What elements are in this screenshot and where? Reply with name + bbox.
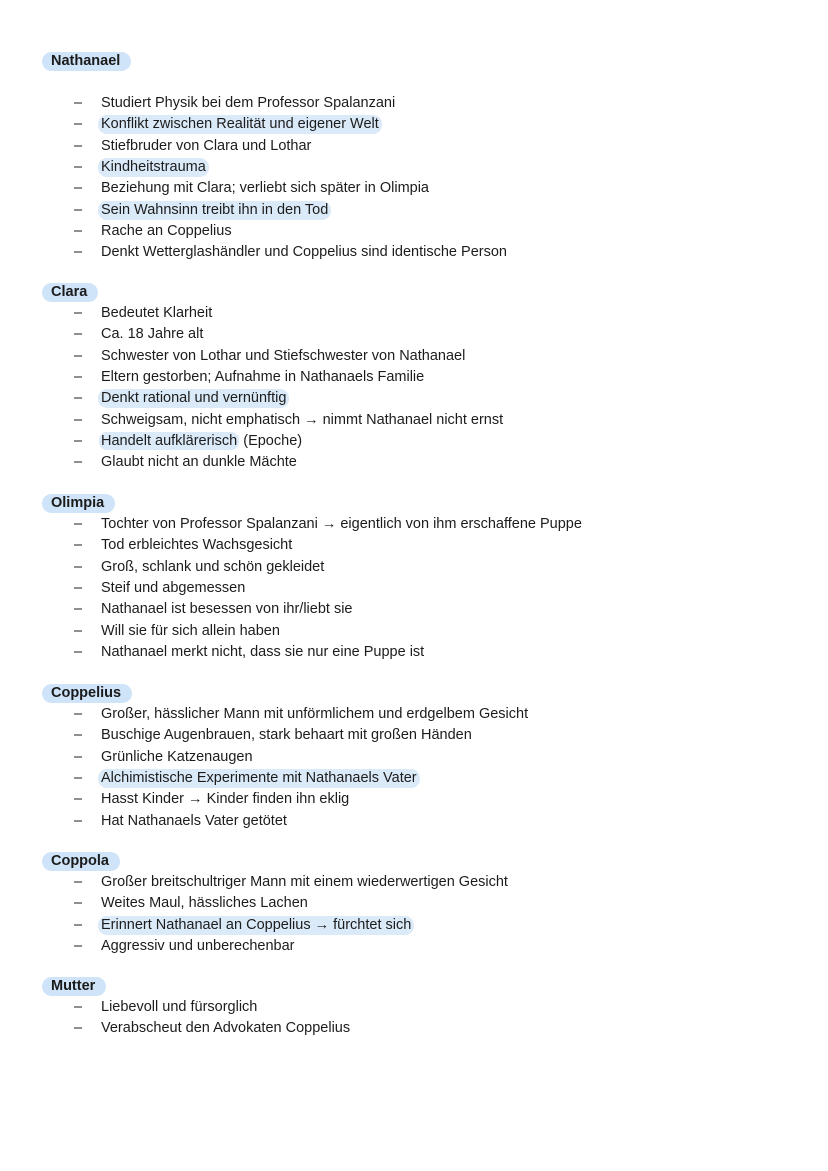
dash-bullet-icon: –: [74, 895, 83, 912]
item-text: Grünliche Katzenaugen: [101, 748, 253, 765]
list-item: [0, 535, 828, 556]
item-text: Aggressiv und unberechenbar: [101, 937, 295, 954]
list-item: [0, 346, 828, 367]
item-text: Nathanael ist besessen von ihr/liebt sie: [101, 601, 353, 618]
item-text-highlighted: Konflikt zwischen Realität und eigener Welt: [98, 115, 382, 134]
dash-bullet-icon: –: [74, 1020, 83, 1037]
dash-bullet-icon: –: [74, 874, 83, 890]
item-text: Schwester von Lothar und Stiefschwester von Nathanael: [101, 347, 466, 364]
dash-bullet-icon: –: [74, 937, 83, 954]
list-item: [0, 557, 828, 578]
list-item: [0, 621, 828, 642]
list-item: [0, 410, 828, 431]
dash-bullet-icon: –: [74, 643, 83, 660]
list-item: [0, 221, 828, 242]
list-item: [0, 514, 828, 535]
dash-bullet-icon: –: [74, 706, 83, 722]
list-item: [0, 768, 828, 789]
dash-bullet-icon: –: [74, 411, 83, 428]
dash-bullet-icon: –: [74, 137, 83, 154]
list-item: [0, 872, 828, 893]
dash-bullet-icon: –: [74, 622, 83, 639]
dash-bullet-icon: –: [74, 812, 83, 829]
list-item: [0, 997, 828, 1018]
item-text: Buschige Augenbrauen, stark behaart mit großen Händen: [101, 727, 472, 744]
item-text-suffix: (Epoche): [239, 432, 303, 449]
list-item: [0, 642, 828, 663]
item-text: Großer breitschultriger Mann mit einem wiederwertigen Gesicht: [101, 874, 508, 890]
list-item: [0, 178, 828, 199]
dash-bullet-icon: –: [74, 791, 83, 808]
dash-bullet-icon: –: [74, 558, 83, 575]
item-text-highlighted: Alchimistische Experimente mit Nathanaels Vater: [98, 769, 420, 788]
dash-bullet-icon: –: [74, 116, 83, 133]
item-text: Tochter von Professor Spalanzani → eigentlich von ihm erschaffene Puppe: [101, 516, 582, 532]
dash-bullet-icon: –: [74, 748, 83, 765]
item-text: Will sie für sich allein haben: [101, 622, 280, 639]
section-heading: Nathanael: [42, 52, 131, 71]
item-text: Glaubt nicht an dunkle Mächte: [101, 454, 297, 471]
item-text: Groß, schlank und schön gekleidet: [101, 558, 325, 575]
list-item: [0, 303, 828, 324]
item-text: Schweigsam, nicht emphatisch → nimmt Nathanael nicht ernst: [101, 411, 504, 428]
dash-bullet-icon: –: [74, 244, 83, 261]
dash-bullet-icon: –: [74, 222, 83, 239]
list-item: [0, 893, 828, 914]
item-text: Ca. 18 Jahre alt: [101, 326, 204, 343]
item-text-highlighted: Handelt aufklärerisch: [101, 432, 238, 449]
section-heading: Clara: [42, 283, 98, 302]
list-item: [0, 324, 828, 345]
list-item: [0, 114, 828, 135]
list-item: [0, 93, 828, 114]
dash-bullet-icon: –: [74, 326, 83, 343]
item-text: Weites Maul, hässliches Lachen: [101, 895, 308, 912]
list-item: [0, 452, 828, 473]
list-item: [0, 811, 828, 832]
dash-bullet-icon: –: [74, 727, 83, 744]
item-text: Hasst Kinder → Kinder finden ihn eklig: [101, 791, 350, 808]
item-text: Großer, hässlicher Mann mit unförmlichem und erdgelbem Gesicht: [101, 706, 529, 722]
item-text: Tod erbleichtes Wachsgesicht: [101, 537, 293, 554]
dash-bullet-icon: –: [74, 769, 83, 786]
item-text: Stiefbruder von Clara und Lothar: [101, 137, 312, 154]
list-item: [0, 599, 828, 620]
item-text: Eltern gestorben; Aufnahme in Nathanaels Familie: [101, 368, 425, 385]
item-text-highlighted: Erinnert Nathanael an Coppelius → fürchtet sich: [98, 916, 414, 935]
item-text: Liebevoll und fürsorglich: [101, 999, 258, 1015]
section-heading: Mutter: [42, 977, 106, 996]
dash-bullet-icon: –: [74, 454, 83, 471]
item-text-partial: [98, 432, 305, 451]
list-item: [0, 704, 828, 725]
list-item: [0, 431, 828, 452]
item-text: Hat Nathanaels Vater getötet: [101, 812, 287, 829]
dash-bullet-icon: –: [74, 999, 83, 1015]
item-text: Steif und abgemessen: [101, 579, 246, 596]
list-item: [0, 936, 828, 957]
list-item: [0, 747, 828, 768]
item-text: Studiert Physik bei dem Professor Spalanzani: [101, 95, 396, 111]
dash-bullet-icon: –: [74, 368, 83, 385]
dash-bullet-icon: –: [74, 201, 83, 218]
list-item: [0, 388, 828, 409]
dash-bullet-icon: –: [74, 95, 83, 111]
dash-bullet-icon: –: [74, 305, 83, 321]
list-item: [0, 136, 828, 157]
item-text: Denkt Wetterglashändler und Coppelius sind identische Person: [101, 244, 507, 261]
item-text-highlighted: Kindheitstrauma: [98, 158, 209, 177]
item-text: Nathanael merkt nicht, dass sie nur eine Puppe ist: [101, 643, 425, 660]
dash-bullet-icon: –: [74, 347, 83, 364]
dash-bullet-icon: –: [74, 180, 83, 197]
item-text-highlighted: Sein Wahnsinn treibt ihn in den Tod: [98, 201, 331, 220]
dash-bullet-icon: –: [74, 390, 83, 407]
section-heading: Olimpia: [42, 494, 115, 513]
dash-bullet-icon: –: [74, 579, 83, 596]
section-heading: Coppelius: [42, 684, 132, 703]
dash-bullet-icon: –: [74, 516, 83, 532]
dash-bullet-icon: –: [74, 601, 83, 618]
item-text: Bedeutet Klarheit: [101, 305, 213, 321]
list-item: [0, 200, 828, 221]
item-text-highlighted: Denkt rational und vernünftig: [98, 389, 289, 408]
item-text: Rache an Coppelius: [101, 222, 232, 239]
list-item: [0, 1018, 828, 1039]
item-text: Verabscheut den Advokaten Coppelius: [101, 1020, 351, 1037]
list-item: [0, 242, 828, 263]
list-item: [0, 367, 828, 388]
list-item: [0, 789, 828, 810]
dash-bullet-icon: –: [74, 916, 83, 933]
section-heading: Coppola: [42, 852, 120, 871]
list-item: [0, 725, 828, 746]
dash-bullet-icon: –: [74, 432, 83, 449]
dash-bullet-icon: –: [74, 158, 83, 175]
item-text: Beziehung mit Clara; verliebt sich später in Olimpia: [101, 180, 429, 197]
list-item: [0, 578, 828, 599]
dash-bullet-icon: –: [74, 537, 83, 554]
list-item: [0, 157, 828, 178]
list-item: [0, 915, 828, 936]
